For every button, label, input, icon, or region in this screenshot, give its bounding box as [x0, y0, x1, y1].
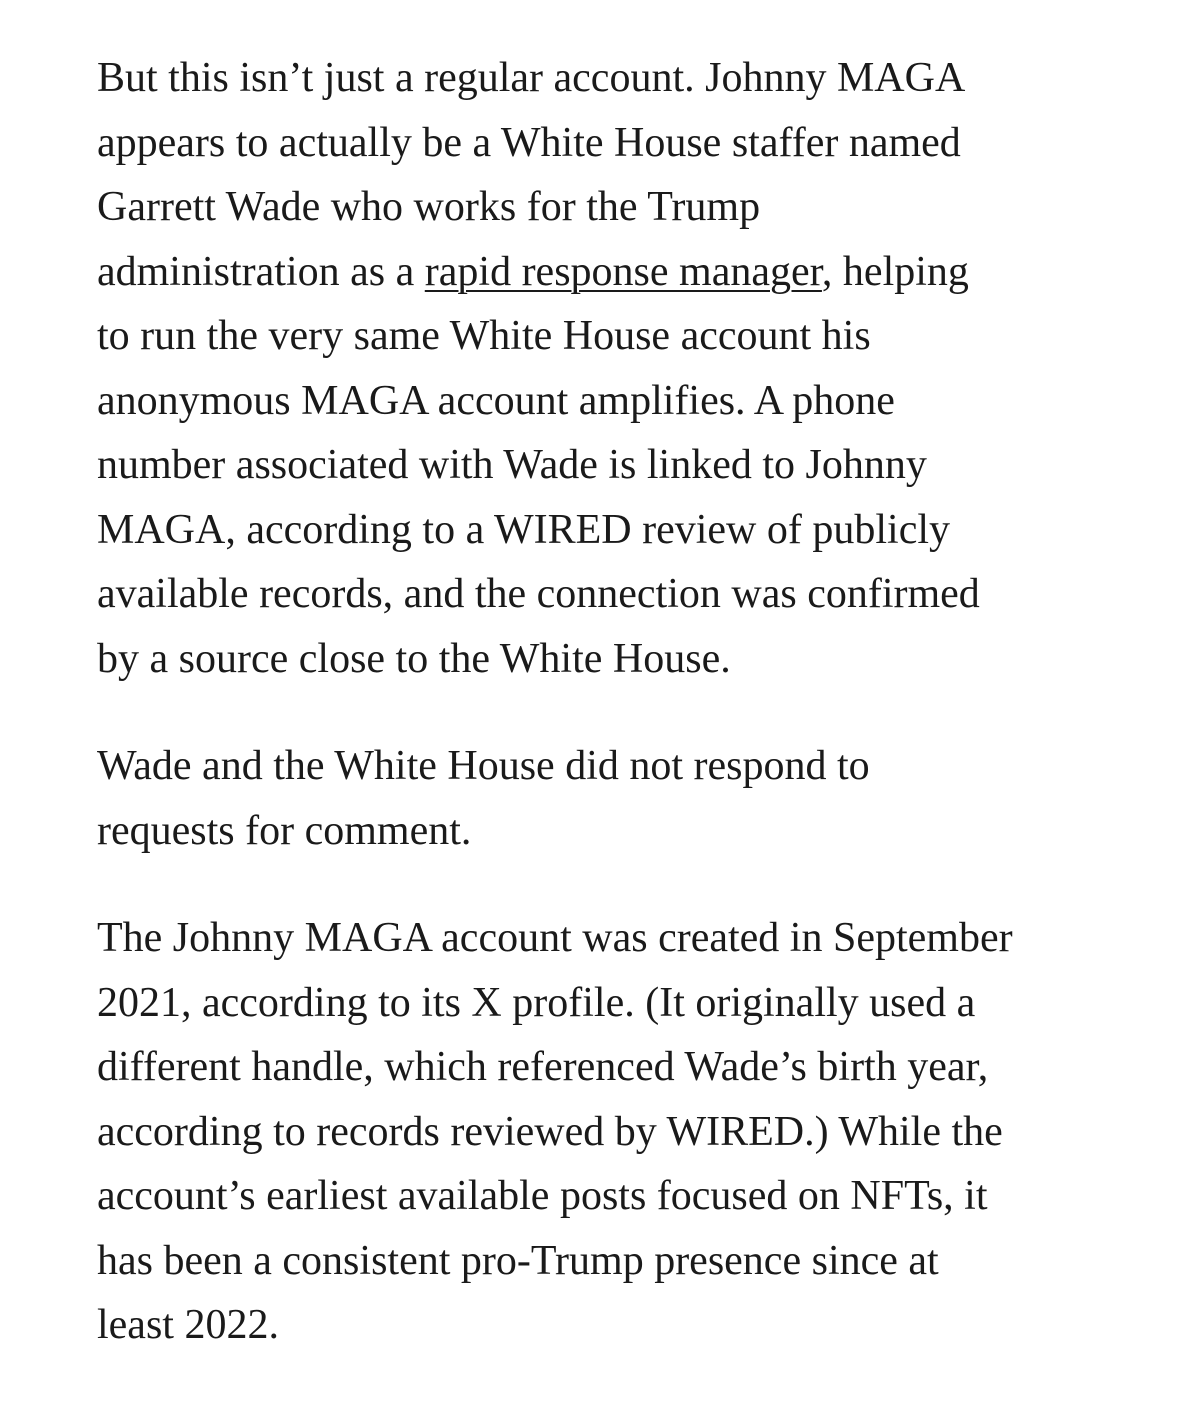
text-line: Garrett Wade who works for the Trump [97, 184, 761, 230]
paragraph-1 [97, 46, 1157, 691]
text-line: by a source close to the White House. [97, 635, 731, 682]
text-line: anonymous MAGA account amplifies. A phone [97, 377, 895, 424]
text-line: least 2022. [97, 1302, 279, 1348]
text-line: different handle, which referenced Wade’s birth year, [97, 1044, 989, 1090]
article-body [97, 46, 1157, 1401]
text-line: But this isn’t just a regular account. Johnny MAGA [97, 55, 966, 101]
paragraph-2 [97, 734, 1157, 863]
text-line: according to records reviewed by WIRED.) While the [97, 1108, 1003, 1155]
text-line: MAGA, according to a WIRED review of publicly [97, 506, 951, 553]
paragraph-3 [97, 906, 1157, 1358]
text-line: requests for comment. [97, 807, 472, 854]
text-line: 2021, according to its X profile. (It originally used a [97, 979, 976, 1026]
text-line: appears to actually be a White House staffer named [97, 119, 961, 166]
rapid-response-manager-link[interactable]: rapid response manager [424, 248, 822, 295]
text-line: has been a consistent pro-Trump presence since at [97, 1237, 939, 1284]
text-line-with-link [97, 240, 1157, 305]
text-line: The Johnny MAGA account was created in September [97, 915, 1013, 961]
text-segment: , helping [821, 248, 969, 295]
text-line: Wade and the White House did not respond to [97, 743, 870, 789]
text-line: available records, and the connection was confirmed [97, 571, 980, 617]
text-line: to run the very same White House account his [97, 313, 871, 359]
text-line: number associated with Wade is linked to Johnny [97, 442, 927, 488]
text-line: account’s earliest available posts focused on NFTs, it [97, 1173, 988, 1219]
text-segment: administration as a [97, 248, 425, 295]
